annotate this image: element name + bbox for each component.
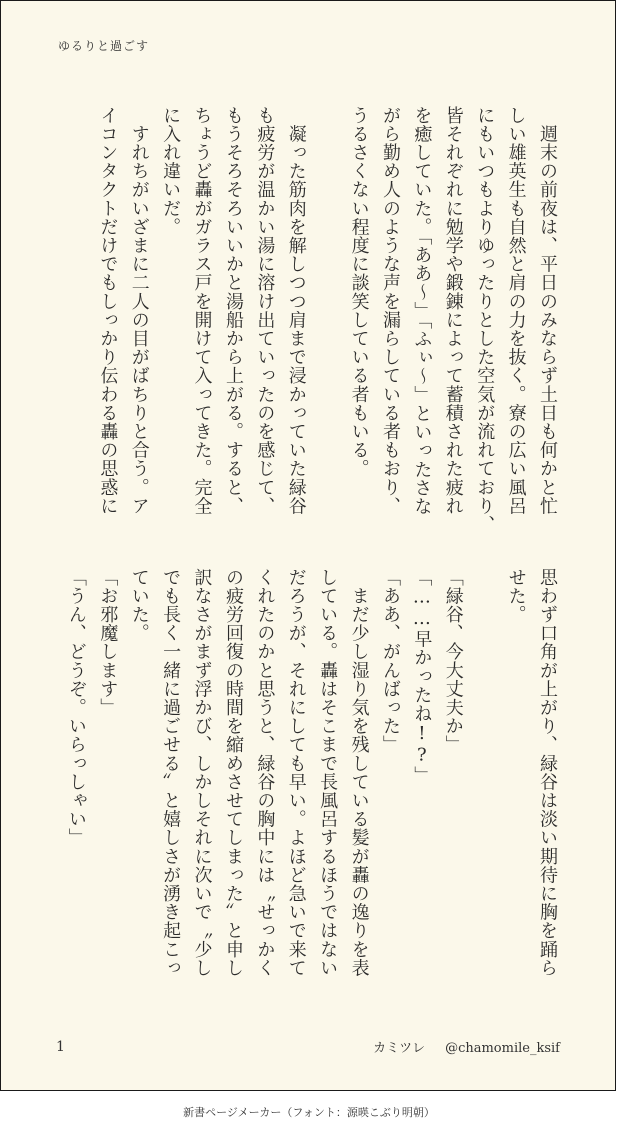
text-line: しい雄英生も自然と肩の力を抜く。寮の広い風呂 [505, 106, 527, 516]
text-line: 皆それぞれに勉学や鍛錬によって蓄積された疲れ [442, 106, 464, 516]
text-line: 「お邪魔します」 [97, 568, 119, 717]
text-line: 凝った筋肉を解しつつ肩まで浸かっていた緑谷 [285, 106, 307, 516]
text-line: せた。 [505, 568, 527, 624]
text-line: 「うん、どうぞ。いらっしゃい」 [65, 568, 87, 847]
text-line: 訳なさがまず浮かび、しかしそれに次いで〝少し [191, 568, 213, 978]
text-line: も疲労が温かい湯に溶け出ていったのを感じて、 [254, 106, 276, 516]
text-line: の疲労回復の時間を縮めさせてしまった〟と申し [222, 568, 244, 978]
text-line: がら勤め人のような声を漏らしている者もおり、 [379, 106, 401, 516]
text-line: くれたのかと思うと、緑谷の胸中には〝せっかく [254, 568, 276, 978]
text-line: イコンタクトだけでもしっかり伝わる轟の思惑に [97, 106, 119, 516]
text-line: うるさくない程度に談笑している者もいる。 [348, 106, 370, 478]
text-line [312, 106, 343, 536]
text-line: している。轟はそこまで長風呂するほうではない [317, 568, 339, 978]
text-line [469, 568, 500, 998]
text-line: ちょうど轟がガラス戸を開けて入ってきた。完全 [191, 106, 213, 516]
text-line: にもいつもよりゆったりとした空気が流れており、 [474, 106, 496, 534]
text-line: すれちがいざまに二人の目がばちりと合う。ア [128, 106, 150, 516]
text-line: だろうが、それにしても早い。よほど急いで来て [285, 568, 307, 978]
text-line: 思わず口角が上がり、緑谷は淡い期待に胸を踊ら [537, 568, 558, 978]
text-column-upper [92, 106, 563, 536]
text-column-lower [61, 568, 564, 998]
text-line: でも長く一緒に過ごせる〟と嬉しさが湧き起こっ [160, 568, 182, 978]
text-line: 「ああ、がんばった」 [379, 568, 401, 754]
text-line: もうそろそろいいかと湯船から上がる。すると、 [222, 106, 244, 516]
text-line: まだ少し湿り気を残している髪が轟の逸りを表 [348, 568, 370, 978]
author-handle: @chamomile_ksif [445, 1041, 560, 1056]
text-line: 「緑谷、今大丈夫か」 [442, 568, 464, 754]
author-name: カミツレ [373, 1041, 426, 1056]
text-line: ていた。 [128, 568, 150, 643]
text-line: を癒していた。「ああ〜」「ふぃ〜」といったさな [411, 106, 433, 516]
generator-caption: 新書ページメーカー（フォント：源暎こぶり明朝） [183, 1106, 435, 1119]
text-line: 週末の前夜は、平日のみならず土日も何かと忙 [537, 106, 558, 516]
text-line: 「……早かったね!?」 [411, 568, 433, 785]
author-credit [373, 1037, 560, 1056]
text-line: に入れ違いだ。 [160, 106, 182, 237]
page-title: ゆるりと過ごす [58, 39, 150, 53]
page-number: 1 [56, 1039, 65, 1055]
